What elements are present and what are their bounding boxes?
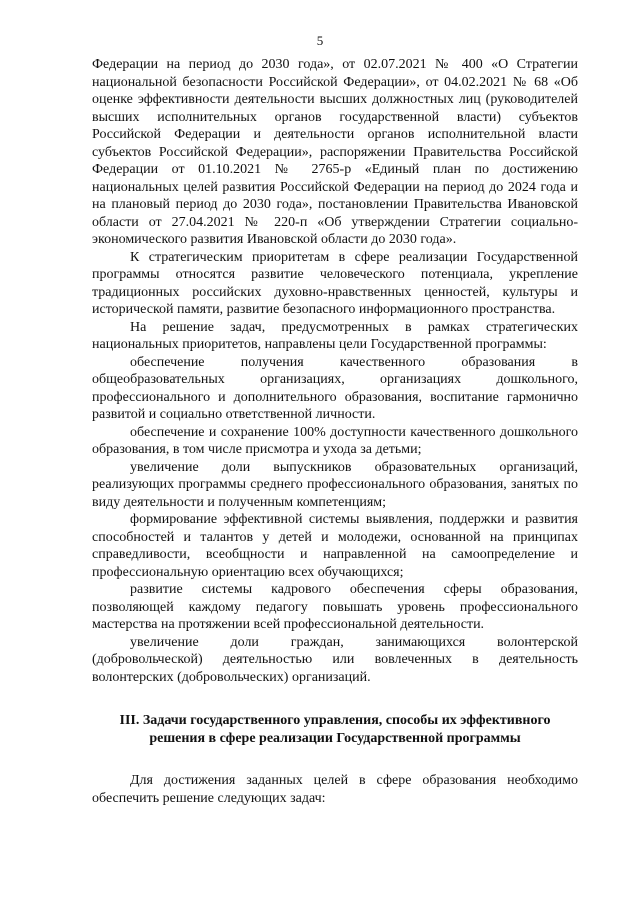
goal-volunteering: увеличение доли граждан, занимающихся волонтерской (добровольческой) деятельностью или вовлеченных в деятельность волонтерских (добровольческих) организаций.: [92, 634, 578, 685]
page-number: 5: [316, 33, 324, 48]
goal-graduate-employment: увеличение доли выпускников образовательных организаций, реализующих программы среднего профессионального образования, занятых по виду деятельности и полученным компетенциям;: [92, 459, 578, 510]
section-heading: III. Задачи государственного управления, способы их эффективного решения в сфере реализации Государственной программы: [119, 713, 551, 746]
paragraph-tasks-intro: Для достижения заданных целей в сфере образования необходимо обеспечить решение следующих задач:: [92, 773, 578, 806]
goal-teacher-staffing: развитие системы кадрового обеспечения сферы образования, позволяющей каждому педагогу повышать уровень профессионального мастерства на протяжении всей профессиональной деятельности.: [92, 582, 578, 632]
goal-talent-support: формирование эффективной системы выявления, поддержки и развития способностей и талантов у детей и молодежи, основанной на принципах справедливости, всеобщности и направленной на самоопределение и профессиональную ориентацию всех обучающихся;: [92, 512, 578, 580]
document-body: [92, 56, 578, 807]
goal-quality-education: обеспечение получения качественного образования в общеобразовательных организациях, организациях дошкольного, профессионального и дополнительного образования, воспитание гармонично развитой и социально ответственной личности.: [92, 354, 578, 422]
paragraph-strategic-priorities: К стратегическим приоритетам в сфере реализации Государственной программы относятся развитие человеческого потенциала, укрепление традиционных российских духовно-нравственных ценностей, культуры и исторической памяти, развитие безопасного информационного пространства.: [92, 249, 578, 317]
paragraph-legal-basis: Федерации на период до 2030 года», от 02.07.2021 № 400 «О Стратегии национальной безопасности Российской Федерации», от 04.02.2021 № 68 «Об оценке эффективности деятельности высших должностных лиц (руководителей высших исполнительных органов государственной власти) субъектов Российской Федерации и деятельности органов исполнительной власти субъектов Российской Федерации», распоряжении Правительства Российской Федерации от 01.10.2021 № 2765-р «Единый план по достижению национальных целей развития Российской Федерации на период до 2024 года и на плановый период до 2030 года», постановлении Правительства Ивановской области от 27.04.2021 № 220-п «Об утверждении Стратегии социально-экономического развития Ивановской области до 2030 года».: [92, 57, 578, 247]
paragraph-program-goals-intro: На решение задач, предусмотренных в рамках стратегических национальных приоритетов, направлены цели Государственной программы:: [92, 319, 578, 352]
goal-preschool-access: обеспечение и сохранение 100% доступности качественного дошкольного образования, в том числе присмотра и ухода за детьми;: [92, 424, 578, 457]
